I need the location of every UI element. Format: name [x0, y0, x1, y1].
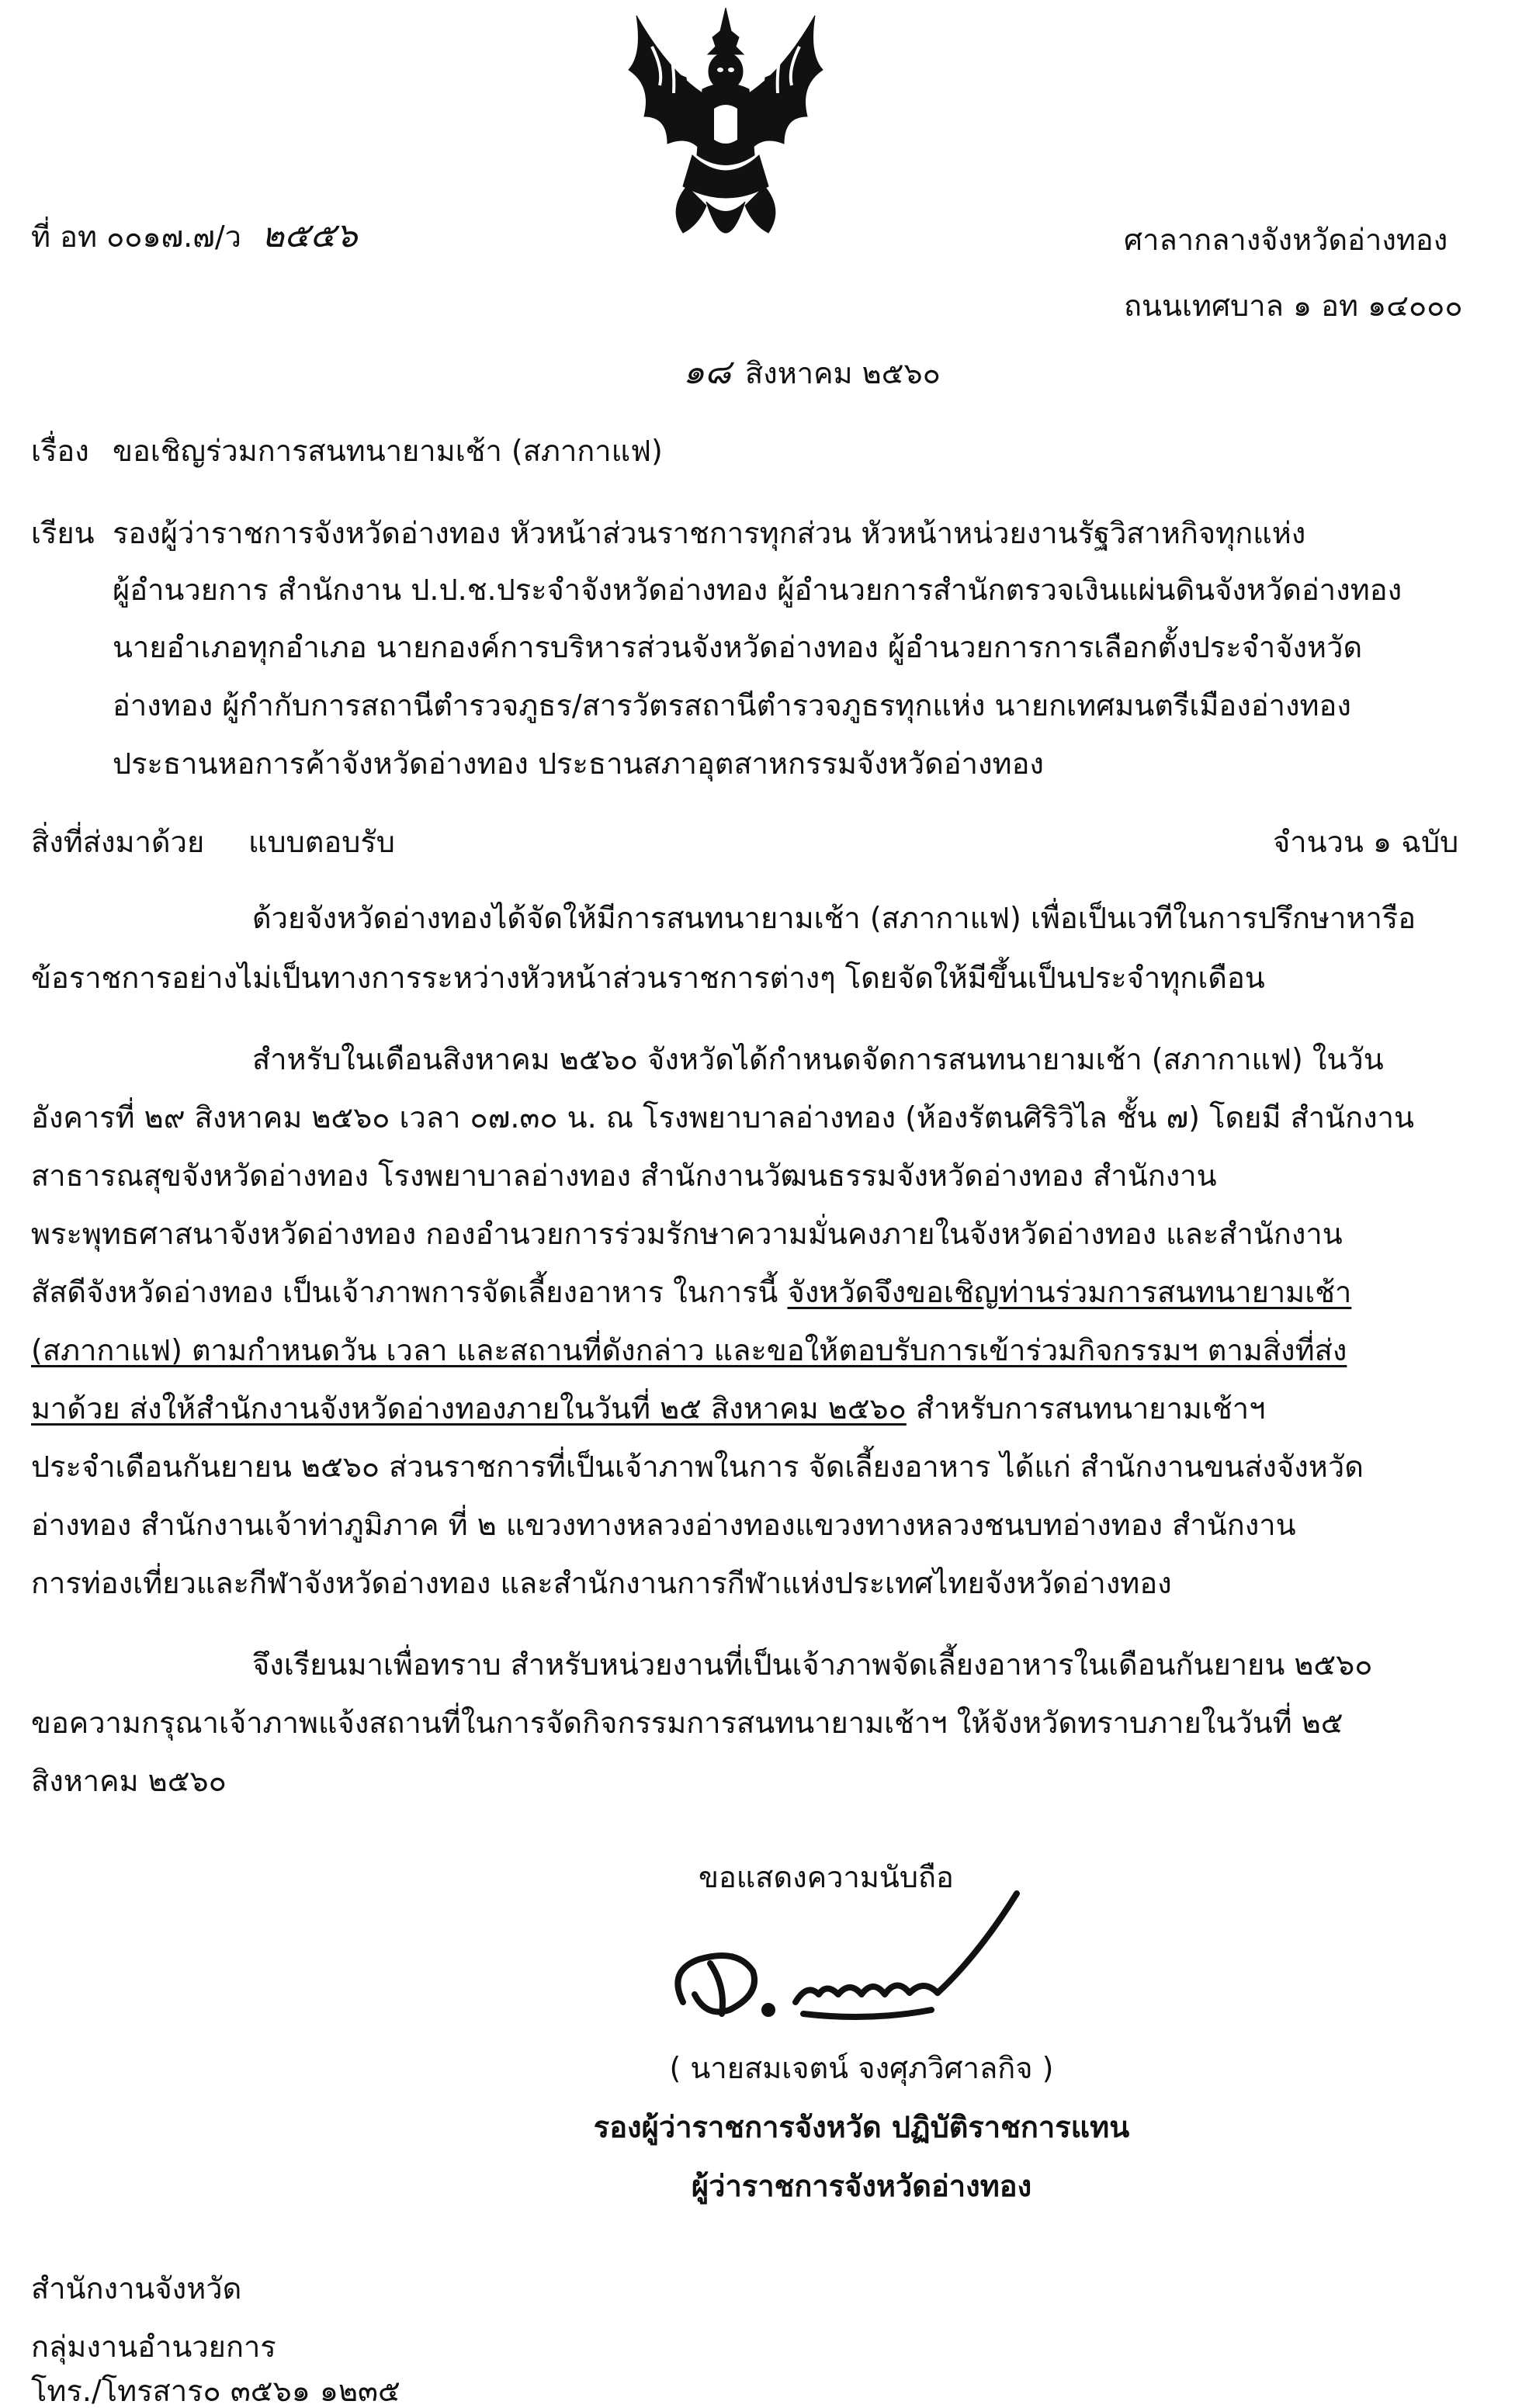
paragraph-2-underlined: (สภากาแฟ) ตามกำหนดวัน เวลา และสถานที่ดังกล่าว และขอให้ตอบรับการเข้าร่วมกิจกรรมฯ ตามสิ่งที่ส่ง [31, 1333, 1347, 1367]
address-line-1: ศาลากลางจังหวัดอ่างทอง [1124, 223, 1448, 257]
recipient-line: อ่างทอง ผู้กำกับการสถานีตำรวจภูธร/สารวัตรสถานีตำรวจภูธรทุกแห่ง นายกเทศมนตรีเมืองอ่างทอง [113, 688, 1351, 722]
footer-phone: โทร./โทรสาร๐ ๓๕๖๑ ๑๒๓๕ [31, 2374, 400, 2408]
paragraph-3-line: ขอความกรุณาเจ้าภาพแจ้งสถานที่ในการจัดกิจกรรมการสนทนายามเช้าฯ ให้จังหวัดทราบภายในวันที่ ๒๕ [31, 1706, 1343, 1740]
subject-label: เรื่อง [31, 434, 89, 468]
recipient-line: นายอำเภอทุกอำเภอ นายกองค์การบริหารส่วนจังหวัดอ่างทอง ผู้อำนวยการการเลือกตั้งประจำจังหวัด [113, 630, 1363, 664]
closing-salutation: ขอแสดงความนับถือ [699, 1860, 954, 1894]
signer-title-1: รองผู้ว่าราชการจังหวัด ปฏิบัติราชการแทน [593, 2110, 1130, 2144]
enclosure-item: แบบตอบรับ [248, 825, 395, 859]
paragraph-3-line: จึงเรียนมาเพื่อทราบ สำหรับหน่วยงานที่เป็นเจ้าภาพจัดเลี้ยงอาหารในเดือนกันยายน ๒๕๖๐ [252, 1647, 1373, 1682]
paragraph-2-line [31, 1277, 1351, 1307]
date-day-handwritten: ๑๘ [683, 352, 731, 392]
paragraph-2-text: สำหรับการสนทนายามเช้าฯ [906, 1391, 1266, 1426]
paragraph-2-underlined: จังหวัดจึงขอเชิญท่านร่วมการสนทนายามเช้า [787, 1275, 1352, 1309]
paragraph-1-line: ด้วยจังหวัดอ่างทองได้จัดให้มีการสนทนายามเช้า (สภากาแฟ) เพื่อเป็นเวทีในการปรึกษาหารือ [252, 901, 1416, 935]
letter-date [683, 352, 941, 392]
paragraph-2-line: อ่างทอง สำนักงานเจ้าท่าภูมิภาค ที่ ๒ แขวงทางหลวงอ่างทองแขวงทางหลวงชนบทอ่างทอง สำนักงาน [31, 1508, 1296, 1542]
date-month-year: สิงหาคม ๒๕๖๐ [744, 356, 941, 390]
paragraph-2-line: สาธารณสุขจังหวัดอ่างทอง โรงพยาบาลอ่างทอง สำนักงานวัฒนธรรมจังหวัดอ่างทอง สำนักงาน [31, 1159, 1217, 1193]
enclosure-quantity: จำนวน ๑ ฉบับ [1273, 825, 1459, 859]
paragraph-2-text: สัสดีจังหวัดอ่างทอง เป็นเจ้าภาพการจัดเลี้ยงอาหาร ในการนี้ [31, 1275, 788, 1309]
paragraph-2-line: พระพุทธศาสนาจังหวัดอ่างทอง กองอำนวยการร่วมรักษาความมั่นคงภายในจังหวัดอ่างทอง และสำนักงาน [31, 1217, 1343, 1251]
paragraph-1-line: ข้อราชการอย่างไม่เป็นทางการระหว่างหัวหน้าส่วนราชการต่างๆ โดยจัดให้มีขึ้นเป็นประจำทุกเดือน [31, 961, 1265, 995]
footer-office: สำนักงานจังหวัด [31, 2271, 242, 2306]
signer-name: ( นายสมเจตน์ จงศุภวิศาลกิจ ) [669, 2051, 1054, 2085]
handwritten-signature [652, 1886, 1056, 2041]
reference-handwritten: ๒๕๕๖ [262, 216, 358, 255]
recipient-line: รองผู้ว่าราชการจังหวัดอ่างทอง หัวหน้าส่วนราชการทุกส่วน หัวหน้าหน่วยงานรัฐวิสาหกิจทุกแห่ง [113, 516, 1306, 550]
address-line-2: ถนนเทศบาล ๑ อท ๑๔๐๐๐ [1124, 289, 1463, 323]
recipient-label: เรียน [31, 516, 95, 550]
paragraph-2-line [31, 1391, 1266, 1426]
paragraph-2-line: สำหรับในเดือนสิงหาคม ๒๕๖๐ จังหวัดได้กำหนดจัดการสนทนายามเช้า (สภากาแฟ) ในวัน [252, 1042, 1384, 1076]
paragraph-2-line [31, 1333, 1347, 1367]
paragraph-3-line: สิงหาคม ๒๕๖๐ [31, 1764, 227, 1798]
reference-prefix: ที่ อท ๐๐๑๗.๗/ว [31, 220, 241, 254]
garuda-emblem [621, 0, 830, 268]
recipient-line: ประธานหอการค้าจังหวัดอ่างทอง ประธานสภาอุตสาหกรรมจังหวัดอ่างทอง [113, 747, 1044, 781]
paragraph-2-underlined: มาด้วย ส่งให้สำนักงานจังหวัดอ่างทองภายในวันที่ ๒๕ สิงหาคม ๒๕๖๐ [31, 1391, 907, 1426]
reference-number [31, 216, 358, 255]
enclosure-label: สิ่งที่ส่งมาด้วย [31, 825, 205, 859]
paragraph-2-line: ประจำเดือนกันยายน ๒๕๖๐ ส่วนราชการที่เป็นเจ้าภาพในการ จัดเลี้ยงอาหาร ได้แก่ สำนักงานขนส่งจังหวัด [31, 1450, 1364, 1484]
recipient-line: ผู้อำนวยการ สำนักงาน ป.ป.ช.ประจำจังหวัดอ่างทอง ผู้อำนวยการสำนักตรวจเงินแผ่นดินจังหวัดอ่างทอง [113, 573, 1402, 607]
footer-division: กลุ่มงานอำนวยการ [31, 2330, 276, 2364]
paragraph-2-line: อังคารที่ ๒๙ สิงหาคม ๒๕๖๐ เวลา ๐๗.๓๐ น. ณ โรงพยาบาลอ่างทอง (ห้องรัตนศิริวิไล ชั้น ๗) โดยมี สำนักงาน [31, 1100, 1414, 1135]
signer-title-2: ผู้ว่าราชการจังหวัดอ่างทอง [691, 2169, 1032, 2203]
paragraph-2-line: การท่องเที่ยวและกีฬาจังหวัดอ่างทอง และสำนักงานการกีฬาแห่งประเทศไทยจังหวัดอ่างทอง [31, 1566, 1172, 1600]
subject-text: ขอเชิญร่วมการสนทนายามเช้า (สภากาแฟ) [113, 434, 663, 468]
